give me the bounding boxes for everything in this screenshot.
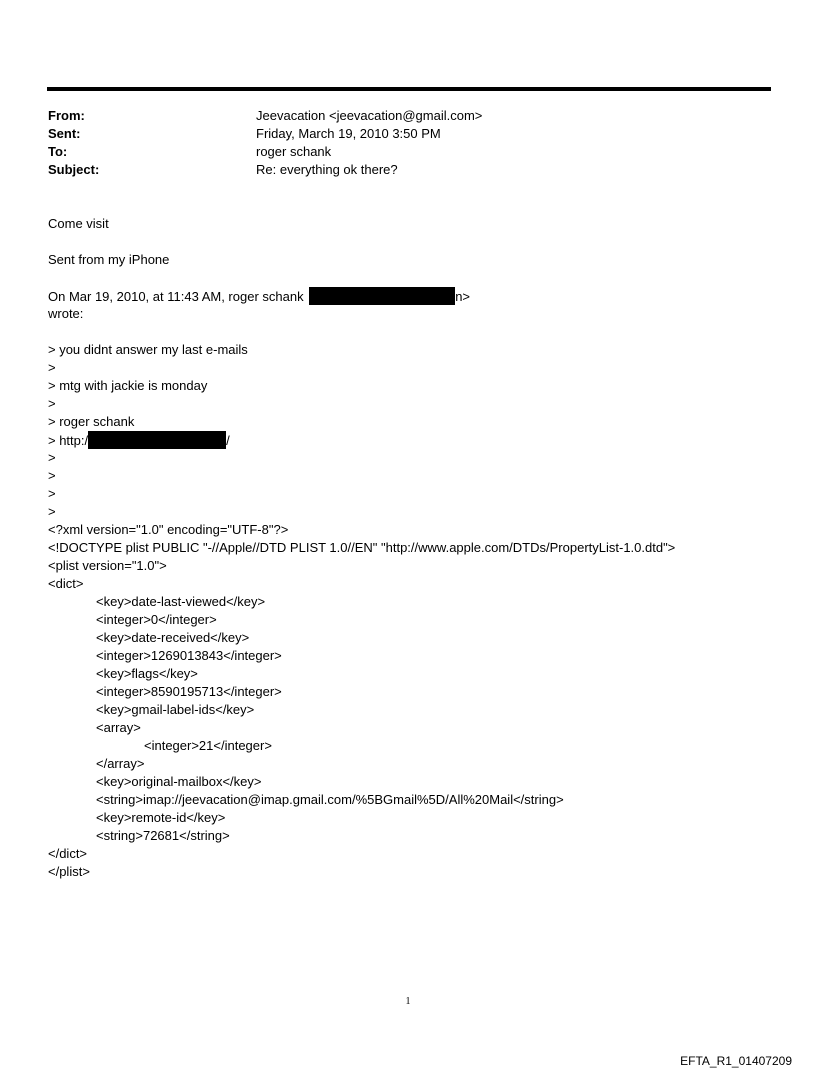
quoted-url-suffix: / [226,433,230,448]
xml-line: <integer>1269013843</integer> [96,648,282,663]
quoted-url-prefix: > http:/ [48,433,89,448]
quoted-line: > [48,396,56,411]
xml-line: <key>original-mailbox</key> [96,774,262,789]
header-rule [47,87,771,91]
xml-line: <string>imap://jeevacation@imap.gmail.com/%5BGmail%5D/All%20Mail</string> [96,792,564,807]
xml-line: <?xml version="1.0" encoding="UTF-8"?> [48,522,289,537]
sent-value: Friday, March 19, 2010 3:50 PM [256,126,441,141]
xml-line: <!DOCTYPE plist PUBLIC "-//Apple//DTD PLIST 1.0//EN" "http://www.apple.com/DTDs/PropertyList-1.0.dtd"> [48,540,676,555]
to-label: To: [48,144,68,159]
quoted-line: > [48,450,56,465]
sent-label: Sent: [48,126,81,141]
bates-number: EFTA_R1_01407209 [680,1054,792,1068]
xml-line: <key>flags</key> [96,666,198,681]
xml-line: <dict> [48,576,84,591]
quoted-line: > [48,360,56,375]
xml-line: <plist version="1.0"> [48,558,167,573]
xml-line: <key>gmail-label-ids</key> [96,702,255,717]
xml-line: </dict> [48,846,88,861]
xml-line: <integer>21</integer> [144,738,272,753]
quoted-line: > [48,486,56,501]
quote-intro-line [48,287,470,306]
quoted-line: > mtg with jackie is monday [48,378,208,393]
quoted-line: > [48,468,56,483]
xml-line: <integer>0</integer> [96,612,217,627]
xml-line: <key>remote-id</key> [96,810,226,825]
quote-intro-tail: n> [455,289,471,304]
xml-line: <key>date-received</key> [96,630,250,645]
body-line-signature: Sent from my iPhone [48,252,170,267]
page-number: 1 [405,996,411,1007]
quote-intro-wrote: wrote: [48,306,84,321]
quoted-line: > [48,504,56,519]
xml-line: </array> [96,756,145,771]
quoted-url-line [48,431,230,450]
from-label: From: [48,108,85,123]
xml-line: <array> [96,720,141,735]
redaction-box [309,287,455,305]
to-value: roger schank [256,144,332,159]
quote-intro-text: On Mar 19, 2010, at 11:43 AM, roger schank [48,289,304,304]
redaction-box [88,431,226,449]
quoted-line: > you didnt answer my last e-mails [48,342,248,357]
xml-line: </plist> [48,864,90,879]
from-value: Jeevacation <jeevacation@gmail.com> [256,108,483,123]
subject-label: Subject: [48,162,100,177]
body-line-come-visit: Come visit [48,216,109,231]
subject-value: Re: everything ok there? [256,162,398,177]
xml-line: <key>date-last-viewed</key> [96,594,266,609]
xml-line: <integer>8590195713</integer> [96,684,282,699]
xml-line: <string>72681</string> [96,828,230,843]
quoted-line: > roger schank [48,414,135,429]
